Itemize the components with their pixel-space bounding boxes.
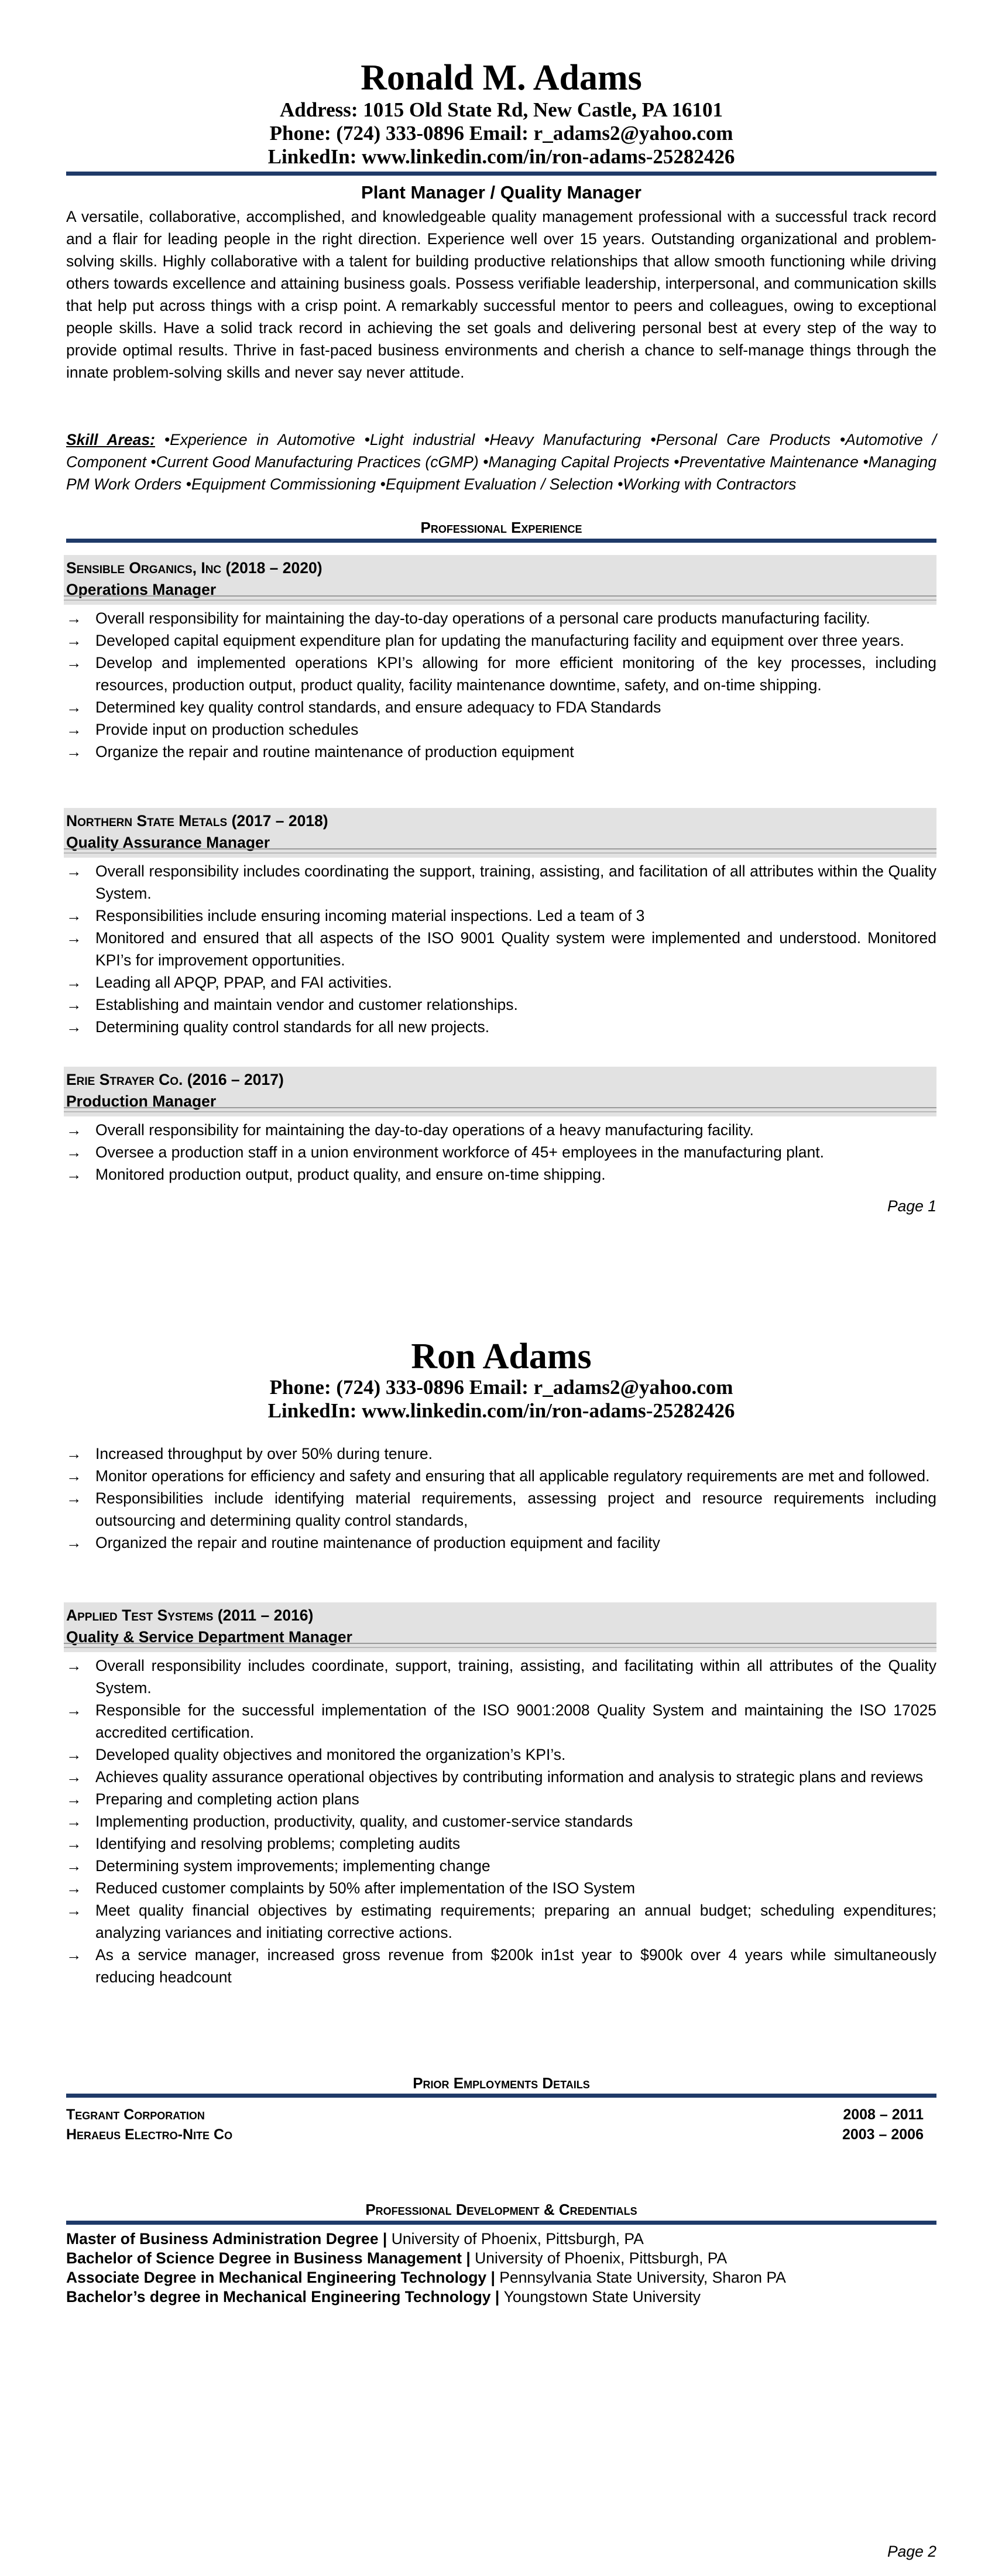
school-name: Pennsylvania State University, Sharon PA [499, 2269, 786, 2286]
degree-name: Master of Business Administration Degree [66, 2230, 379, 2248]
candidate-name: Ronald M. Adams [361, 58, 642, 98]
job-header-divider [64, 595, 936, 601]
skill-areas [66, 429, 936, 495]
skill-item: Experience in Automotive [170, 431, 355, 448]
arrow-right-icon: → [66, 1879, 82, 1897]
bullet-text: Overall responsibility includes coordinating the support, training, assisting, and facilitation of all attributes within the Quality System. [95, 862, 936, 902]
job-header [64, 1602, 936, 1652]
list-item [66, 1141, 936, 1163]
bullet-text: Developed capital equipment expenditure plan for updating the manufacturing facility and equipment over three years. [95, 632, 904, 649]
arrow-right-icon: → [66, 1121, 82, 1139]
section-divider [66, 2094, 936, 2098]
degree-name: Associate Degree in Mechanical Engineering Technology [66, 2269, 487, 2286]
job-bullets [66, 607, 936, 763]
diamond-icon: • [484, 431, 490, 448]
profile-section [66, 181, 936, 383]
diamond-icon: • [650, 431, 656, 448]
bullet-text: Determined key quality control standards, and ensure adequacy to FDA Standards [95, 698, 661, 716]
linkedin-line: LinkedIn: www.linkedin.com/in/ron-adams-25282426 [267, 145, 735, 168]
skill-item: Managing PM Work Orders [66, 453, 936, 493]
job-dates: (2017 – 2018) [231, 812, 328, 830]
list-item [66, 1487, 936, 1532]
list-item [66, 1016, 936, 1038]
arrow-right-icon: → [66, 654, 82, 672]
job-header-divider [64, 1107, 936, 1112]
separator: | [490, 2288, 504, 2306]
address: Address: 1015 Old State Rd, New Castle, PA 16101 [279, 98, 723, 121]
job-title: Operations Manager [66, 581, 217, 598]
skill-item: Personal Care Products [656, 431, 831, 448]
company-line [66, 1069, 934, 1090]
bullet-text: Preparing and completing action plans [95, 1790, 359, 1808]
bullet-text: Monitor operations for efficiency and safety and ensuring that all applicable regulatory requirements are met and followed. [95, 1467, 930, 1485]
contact-line: Phone: (724) 333-0896 Email: r_adams2@yahoo.com [269, 1376, 733, 1399]
diamond-icon: • [617, 475, 623, 493]
bullet-text: Determining quality control standards for all new projects. [95, 1018, 490, 1036]
list-item [66, 1832, 936, 1855]
arrow-right-icon: → [66, 1790, 82, 1808]
arrow-right-icon: → [66, 974, 82, 991]
arrow-right-icon: → [66, 743, 82, 761]
diamond-icon: • [674, 453, 680, 471]
contact-line: Phone: (724) 333-0896 Email: r_adams2@yahoo.com [269, 122, 733, 145]
list-item [66, 718, 936, 741]
skill-item: Heavy Manufacturing [489, 431, 641, 448]
bullet-text: Provide input on production schedules [95, 721, 359, 738]
skill-item: Current Good Manufacturing Practices (cGMP) [156, 453, 479, 471]
bullet-text: Responsibilities include ensuring incoming material inspections. Led a team of 3 [95, 907, 645, 924]
diamond-icon: • [839, 431, 846, 448]
summary-paragraph: A versatile, collaborative, accomplished, and knowledgeable quality management professional with a successful track record and a flair for leading people in the right direction. Experience well over 15 years. Outstanding organizational and problem-solving skills. Highly collaborative with a talent for building productive relationships that allow smooth functioning while driving others towards excellence and attaining business goals. Possess verifiable leadership, interpersonal, and communication skills that help put across things with a crisp point. A remarkably successful mentor to peers and colleagues, owing to exceptional people skills. Have a solid track record in achieving the set goals and delivering personal best at every step of the way to provide optimal results. Thrive in fast-paced business environments and cherish a chance to self-manage things through the innate problem-solving skills and never say never attitude. [66, 208, 936, 381]
arrow-right-icon: → [66, 929, 82, 947]
arrow-right-icon: → [66, 632, 82, 649]
bullet-text: Organized the repair and routine maintenance of production equipment and facility [95, 1534, 660, 1551]
skill-item: Equipment Commissioning [191, 475, 376, 493]
bullet-text: Responsibilities include identifying material requirements, assessing project and resource requirements including outsourcing and determining quality control standards, [95, 1489, 936, 1529]
page-number: Page 1 [887, 1197, 936, 1215]
credentials-list [66, 2229, 936, 2307]
company-name: Northern State Metals [66, 812, 228, 830]
list-item [66, 1699, 936, 1743]
page-number: Page 2 [887, 2543, 936, 2560]
list-item [66, 1743, 936, 1766]
list-item [66, 994, 936, 1016]
arrow-right-icon: → [66, 1534, 82, 1551]
skill-item: Managing Capital Projects [488, 453, 670, 471]
list-item [66, 860, 936, 905]
list-item [66, 1443, 936, 1465]
arrow-right-icon: → [66, 1768, 82, 1786]
job-header [64, 808, 936, 858]
credential-row [66, 2268, 936, 2287]
diamond-icon: • [483, 453, 489, 471]
resume-header [66, 57, 936, 169]
arrow-right-icon: → [66, 1701, 82, 1719]
arrow-right-icon: → [66, 1018, 82, 1036]
job-entry [66, 555, 936, 763]
job-bullets [66, 1119, 936, 1186]
continued-bullets [66, 1443, 936, 1554]
list-item [66, 1788, 936, 1810]
job-title: Quality Assurance Manager [66, 834, 270, 851]
job-entry [66, 1602, 936, 1988]
bullet-text: Leading all APQP, PPAP, and FAI activities. [95, 974, 392, 991]
bullet-text: Monitored and ensured that all aspects of the ISO 9001 Quality system were implemented and understood. Monitored KPI’s for improvement opportunities. [95, 929, 936, 969]
arrow-right-icon: → [66, 1166, 82, 1183]
job-title: Quality & Service Department Manager [66, 1628, 352, 1646]
header-divider [66, 172, 936, 176]
bullet-text: Overall responsibility for maintaining the day-to-day operations of a personal care products manufacturing facility. [95, 609, 870, 627]
arrow-right-icon: → [66, 1835, 82, 1852]
list-item [66, 1119, 936, 1141]
list-item [66, 927, 936, 971]
job-header-divider [64, 1643, 936, 1648]
list-item [66, 971, 936, 994]
arrow-right-icon: → [66, 698, 82, 716]
arrow-right-icon: → [66, 1813, 82, 1830]
employment-years: 2003 – 2006 [842, 2126, 924, 2143]
arrow-right-icon: → [66, 1746, 82, 1763]
job-dates: (2018 – 2020) [225, 559, 322, 577]
bullet-text: Identifying and resolving problems; completing audits [95, 1835, 461, 1852]
list-item [66, 905, 936, 927]
resume-header-page2 [66, 1336, 936, 1423]
bullet-text: Develop and implemented operations KPI’s allowing for more efficient monitoring of the key processes, including resources, production output, product quality, facility maintenance downtime, safety, and on-time shipping. [95, 654, 936, 694]
diamond-icon: • [364, 431, 370, 448]
section-heading-experience: Professional Experience [420, 519, 582, 536]
arrow-right-icon: → [66, 1143, 82, 1161]
list-item [66, 1654, 936, 1699]
separator: | [486, 2269, 500, 2286]
diamond-icon: • [150, 453, 156, 471]
prior-employment-row [66, 2125, 936, 2145]
job-entry [66, 808, 936, 1038]
arrow-right-icon: → [66, 1657, 82, 1674]
arrow-right-icon: → [66, 609, 82, 627]
arrow-right-icon: → [66, 1902, 82, 1919]
diamond-icon: • [863, 453, 869, 471]
separator: | [461, 2249, 475, 2267]
arrow-right-icon: → [66, 1467, 82, 1485]
list-item [66, 1810, 936, 1832]
credential-row [66, 2229, 936, 2249]
school-name: University of Phoenix, Pittsburgh, PA [475, 2249, 728, 2267]
job-header-divider [64, 848, 936, 854]
company-name: Applied Test Systems [66, 1606, 214, 1624]
section-heading-credentials: Professional Development & Credentials [365, 2201, 637, 2218]
bullet-text: Overall responsibility includes coordinate, support, training, assisting, and facilitating within all attributes of the Quality System. [95, 1657, 936, 1697]
bullet-text: Oversee a production staff in a union environment workforce of 45+ employees in the manufacturing plant. [95, 1143, 824, 1161]
list-item [66, 741, 936, 763]
list-item [66, 1163, 936, 1186]
job-dates: (2011 – 2016) [217, 1606, 314, 1624]
degree-name: Bachelor of Science Degree in Business Management [66, 2249, 462, 2267]
company-name: Tegrant Corporation [66, 2106, 205, 2123]
credential-row [66, 2249, 936, 2268]
skill-item: Preventative Maintenance [679, 453, 859, 471]
job-entry [66, 1067, 936, 1186]
section-heading-prior: Prior Employments Details [413, 2074, 590, 2092]
skill-item: Working with Contractors [623, 475, 797, 493]
job-dates: (2016 – 2017) [187, 1071, 284, 1088]
list-item [66, 1899, 936, 1944]
bullet-text: Meet quality financial objectives by estimating requirements; preparing an annual budget; scheduling expenditures; analyzing variances and initiating corrective actions. [95, 1902, 936, 1941]
section-divider [66, 2221, 936, 2225]
company-name: Erie Strayer Co. [66, 1071, 183, 1088]
job-header [64, 1067, 936, 1116]
school-name: University of Phoenix, Pittsburgh, PA [391, 2230, 644, 2248]
bullet-text: Developed quality objectives and monitored the organization’s KPI’s. [95, 1746, 566, 1763]
diamond-icon: • [380, 475, 386, 493]
company-line [66, 557, 934, 578]
list-item [66, 629, 936, 652]
list-item [66, 1465, 936, 1487]
degree-name: Bachelor’s degree in Mechanical Engineering Technology [66, 2288, 491, 2306]
skill-item: Automotive / Component [66, 431, 936, 471]
arrow-right-icon: → [66, 1946, 82, 1964]
bullet-text: Increased throughput by over 50% during tenure. [95, 1445, 433, 1462]
job-header [64, 555, 936, 605]
arrow-right-icon: → [66, 1857, 82, 1875]
bullet-text: Monitored production output, product quality, and ensure on-time shipping. [95, 1166, 606, 1183]
section-divider [66, 539, 936, 543]
company-line [66, 1605, 934, 1626]
bullet-text: Responsible for the successful implementation of the ISO 9001:2008 Quality System and maintaining the ISO 17025 accredited certification. [95, 1701, 936, 1741]
bullet-text: Achieves quality assurance operational objectives by contributing information and analysis to strategic plans and reviews [95, 1768, 924, 1786]
skill-item: Light industrial [369, 431, 475, 448]
company-name: Sensible Organics, Inc [66, 559, 222, 577]
company-name: Heraeus Electro-Nite Co [66, 2126, 233, 2143]
prior-employment-row [66, 2105, 936, 2125]
credential-row [66, 2287, 936, 2307]
skill-item: Equipment Evaluation / Selection [385, 475, 613, 493]
school-name: Youngstown State University [503, 2288, 701, 2306]
list-item [66, 1944, 936, 1988]
arrow-right-icon: → [66, 996, 82, 1013]
bullet-text: Determining system improvements; implementing change [95, 1857, 490, 1875]
list-item [66, 1532, 936, 1554]
list-item [66, 652, 936, 696]
prior-employment-list [66, 2105, 936, 2145]
list-item [66, 696, 936, 718]
list-item [66, 1766, 936, 1788]
diamond-icon: • [186, 475, 191, 493]
list-item [66, 607, 936, 629]
job-bullets [66, 860, 936, 1038]
skill-areas-label: Skill Areas: [66, 431, 155, 448]
diamond-icon: • [164, 431, 170, 448]
job-bullets [66, 1654, 936, 1988]
arrow-right-icon: → [66, 1489, 82, 1507]
bullet-text: Implementing production, productivity, quality, and customer-service standards [95, 1813, 633, 1830]
arrow-right-icon: → [66, 907, 82, 924]
bullet-text: Organize the repair and routine maintenance of production equipment [95, 743, 574, 761]
bullet-text: Establishing and maintain vendor and customer relationships. [95, 996, 518, 1013]
professional-title: Plant Manager / Quality Manager [361, 182, 641, 203]
arrow-right-icon: → [66, 862, 82, 880]
separator: | [378, 2230, 392, 2248]
bullet-text: Overall responsibility for maintaining the day-to-day operations of a heavy manufacturing facility. [95, 1121, 754, 1139]
candidate-name: Ron Adams [411, 1337, 592, 1376]
linkedin-line: LinkedIn: www.linkedin.com/in/ron-adams-25282426 [267, 1399, 735, 1422]
employment-years: 2008 – 2011 [843, 2106, 924, 2123]
list-item [66, 1877, 936, 1899]
arrow-right-icon: → [66, 1445, 82, 1462]
company-line [66, 810, 934, 831]
arrow-right-icon: → [66, 721, 82, 738]
bullet-text: As a service manager, increased gross revenue from $200k in1st year to $900k over 4 years while simultaneously reducing headcount [95, 1946, 936, 1986]
list-item [66, 1855, 936, 1877]
bullet-text: Reduced customer complaints by 50% after implementation of the ISO System [95, 1879, 636, 1897]
job-title: Production Manager [66, 1092, 217, 1110]
